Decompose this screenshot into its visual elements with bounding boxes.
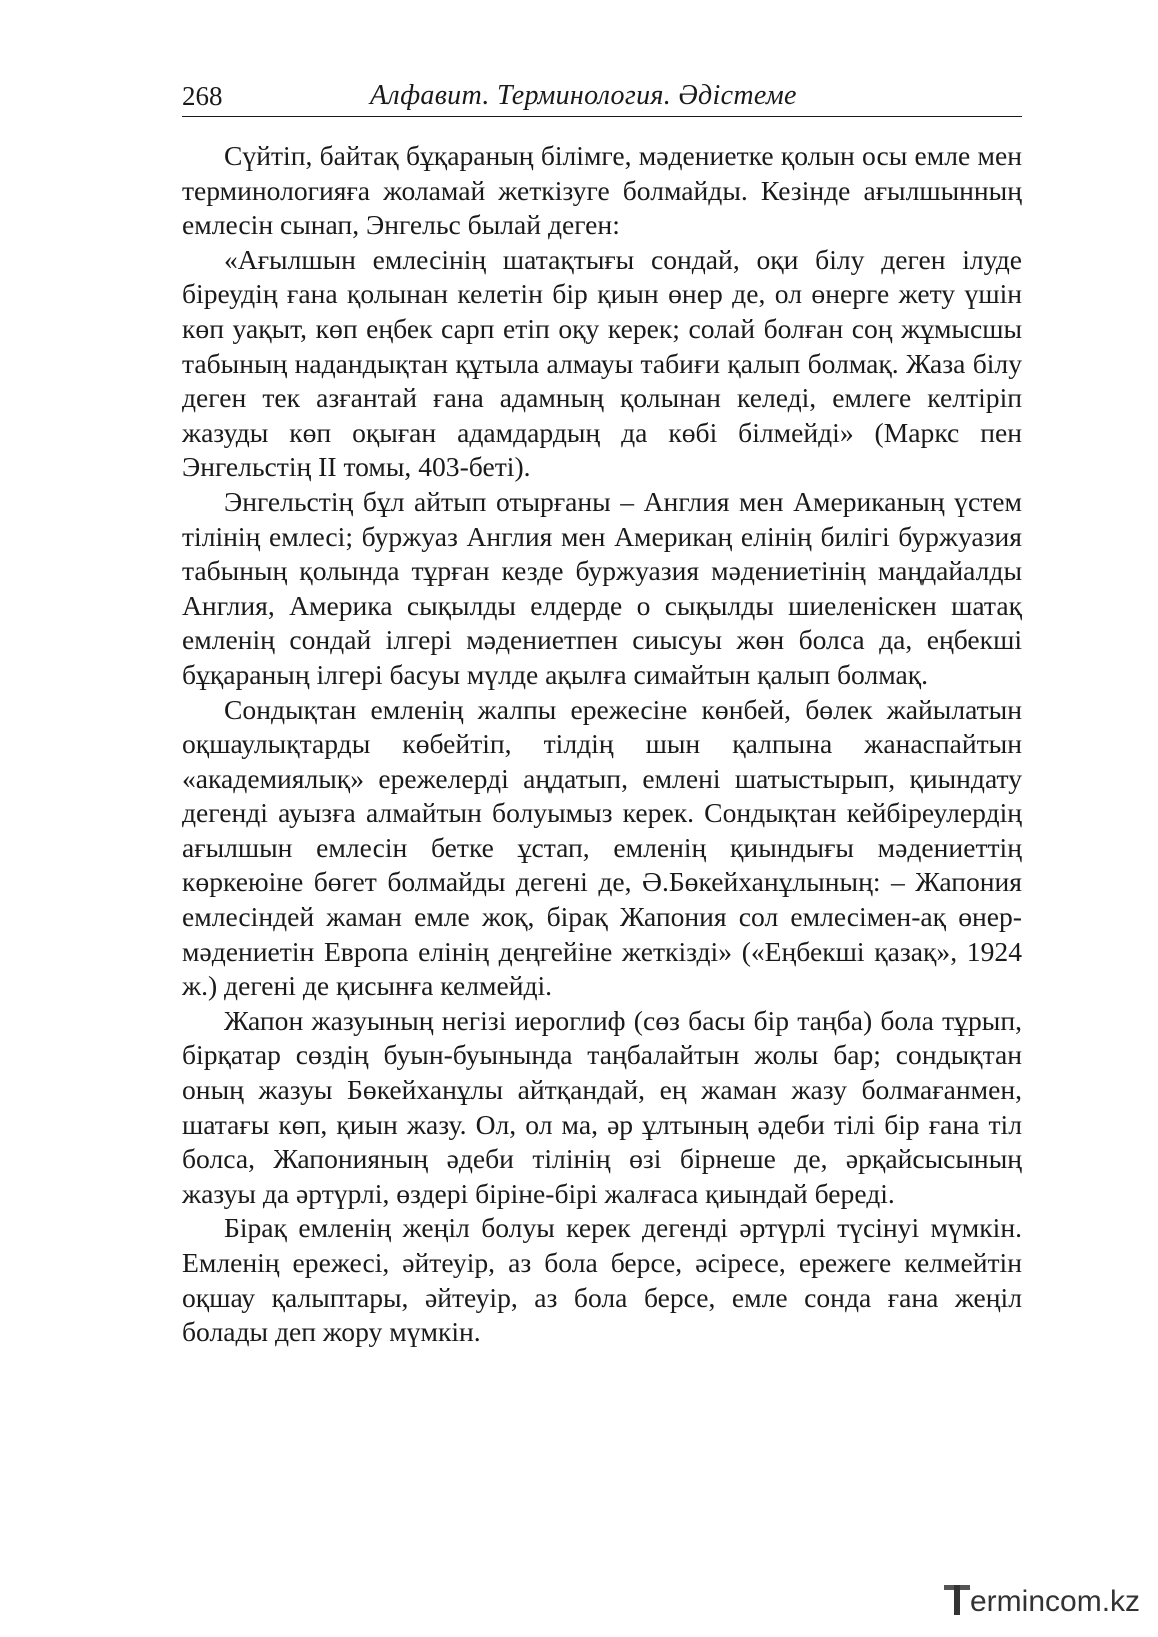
page-number: 268 <box>182 81 223 111</box>
paragraph-6: Бірақ емленің жеңіл болуы керек дегенді әртүрлі түсінуі мүмкін. Емленің ережесі, әйтеуір, аз бола берсе, әсіресе, ережеге келмейтін оқшау қалыптары, әйтеуір, аз бола берсе, емле сонда ғана жеңіл болады деп жору мүмкін. <box>182 1212 1022 1348</box>
paragraph-5: Жапон жазуының негізі иероглиф (сөз басы бір таңба) бола тұрып, бірқатар сөздің буын-буынында таңбалайтын жолы бар; сондықтан оның жазуы Бөкейханұлы айтқандай, ең жаман жазу болмағанмен, шатағы көп, қиын жазу. Ол, ол ма, әр ұлтының әдеби тілі бір ғана тіл болса, Жапонияның әдеби тілінің өзі бірнеше де, әрқайсысының жазуы да әртүрлі, өздері біріне-бірі жалғаса қиындай береді. <box>182 1004 1022 1209</box>
paragraph-4: Сондықтан емленің жалпы ережесіне көнбей, бөлек жайылатын оқшаулықтарды көбейтіп, тілдің шын қалпына жанаспайтын «академиялық» ережелерді аңдатып, емлені шатыстырып, қиындату дегенді ауызға алмайтын болуымыз керек. Сондықтан кейбіреулердің ағылшын емлесін бетке ұстап, емленің қиындығы мәдениеттің көркеюіне бөгет болмайды дегені де, Ә.Бөкейханұлының: – Жапония емлесіндей жаман емле жоқ, бірақ Жапония сол емлесімен-ақ өнер-мәдениетін Европа елінің деңгейіне жеткізді» («Еңбекші қазақ», 1924 ж.) дегені де қисынға келмейді. <box>182 693 1022 1002</box>
body-text <box>182 139 1022 1350</box>
paragraph-2: «Ағылшын емлесінің шатақтығы сондай, оқи білу деген ілуде біреудің ғана қолынан келетін бір қиын өнер де, ол өнерге жету үшін көп уақыт, көп еңбек сарп етіп оқу керек; солай болған соң жұмысшы табының надандықтан құтыла алмауы табиғи қалып болмақ. Жаза білу деген тек азғантай ғана адамның қолынан келеді, емлеге келтіріп жазуды көп оқыған адамдардың да көбі білмейді» (Маркс пен Энгельстің ІІ томы, 403-беті). <box>182 243 1022 483</box>
watermark-text: ermincom.kz <box>970 1585 1141 1618</box>
paragraph-3: Энгельстің бұл айтып отырғаны – Англия мен Американың үстем тілінің емлесі; буржуаз Англия мен Америкаң елінің билігі буржуазия табының қолында тұрған кезде буржуазия мәдениетінің маңдайалды Англия, Америка сықылды елдерде о сықылды шиеленіскен шатақ емленің сондай ілгері мәдениетпен сиысуы жөн болса да, еңбекші бұқараның ілгері басуы мүлде ақылға симайтын қалып болмақ. <box>182 485 1022 690</box>
termincom-logo-icon <box>944 1585 970 1615</box>
paragraph-1: Сүйтіп, байтақ бұқараның білімге, мәдениетке қолын осы емле мен терминологияға жоламай жеткізуге болмайды. Кезінде ағылшынның емлесін сынап, Энгельс былай деген: <box>182 140 1022 241</box>
page-header <box>182 76 1022 117</box>
termincom-watermark <box>944 1580 1144 1624</box>
running-title: Алфавит. Терминология. Әдістеме <box>370 80 797 111</box>
